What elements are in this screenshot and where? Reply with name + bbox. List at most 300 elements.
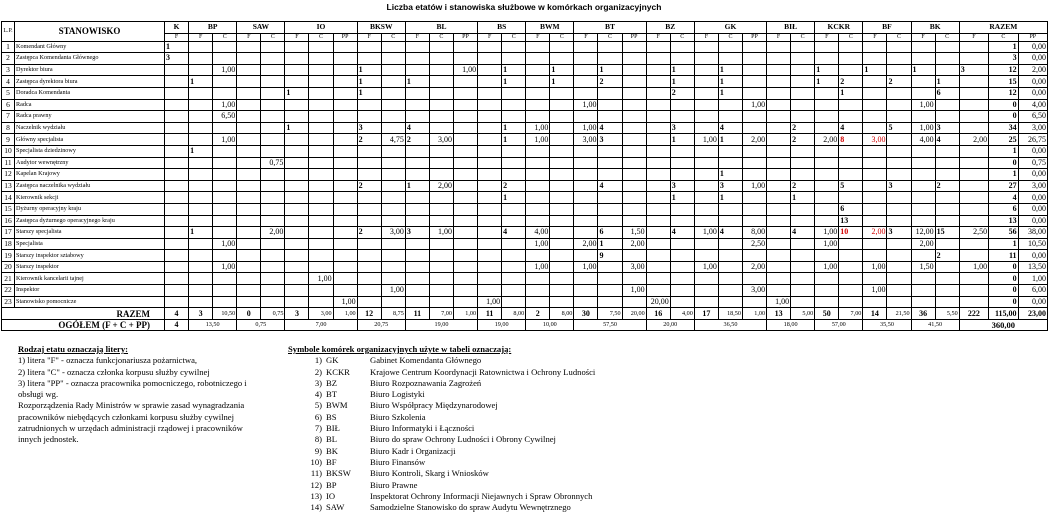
table-cell: 1,00 [911, 99, 935, 111]
table-cell: 0 [989, 296, 1018, 308]
table-cell [357, 296, 381, 308]
table-cell [598, 87, 622, 99]
table-cell: 2 [357, 227, 381, 239]
table-cell [189, 111, 213, 123]
table-cell [165, 76, 189, 88]
table-cell [502, 203, 526, 215]
row-position-name: Kapelan Krajowy [15, 169, 165, 181]
table-cell: 1 [670, 192, 694, 204]
table-cell [285, 169, 309, 181]
legend-item-description: Krajowe Centrum Koordynacji Ratownictwa i Ochrony Ludności [370, 366, 596, 377]
table-cell [718, 111, 742, 123]
legend-item-number: 5) [314, 400, 322, 411]
razem-cell: 30 [574, 308, 598, 320]
table-cell: 0,75 [261, 157, 285, 169]
table-cell [333, 122, 357, 134]
row-position-name: Kierownik sekcji [15, 192, 165, 204]
table-cell [405, 145, 429, 157]
table-cell: 13,50 [1018, 261, 1047, 273]
table-cell [694, 122, 718, 134]
table-cell [694, 111, 718, 123]
table-cell [213, 180, 237, 192]
table-cell [959, 285, 988, 297]
table-cell [550, 134, 574, 146]
table-cell [429, 99, 453, 111]
table-cell [213, 250, 237, 262]
table-cell [742, 122, 766, 134]
table-cell [189, 87, 213, 99]
table-cell [381, 53, 405, 65]
table-cell: 15 [989, 76, 1018, 88]
table-cell [598, 285, 622, 297]
table-cell: 0,00 [1018, 296, 1047, 308]
table-cell [646, 111, 670, 123]
sub-header: C [261, 33, 285, 41]
table-cell [911, 192, 935, 204]
table-cell [670, 215, 694, 227]
table-cell [405, 238, 429, 250]
razem-cell: 8,75 [381, 308, 405, 320]
table-cell [574, 180, 598, 192]
table-cell [767, 76, 791, 88]
table-cell: 4 [405, 122, 429, 134]
table-cell [285, 99, 309, 111]
table-cell: 1 [718, 169, 742, 181]
table-cell [526, 64, 550, 76]
table-cell: 4 [718, 227, 742, 239]
table-cell: 6 [598, 227, 622, 239]
table-cell [478, 227, 502, 239]
table-cell [309, 250, 333, 262]
table-cell [189, 99, 213, 111]
table-cell: 4,00 [526, 227, 550, 239]
table-cell [863, 250, 887, 262]
table-cell: 3 [670, 122, 694, 134]
lp-header: L.P. [2, 22, 15, 42]
table-cell: 8 [839, 134, 863, 146]
table-cell [453, 203, 477, 215]
table-cell [478, 53, 502, 65]
table-cell [911, 285, 935, 297]
table-cell [453, 157, 477, 169]
table-cell: 1,00 [863, 285, 887, 297]
razem-cell: 7,00 [429, 308, 453, 320]
table-cell [574, 87, 598, 99]
table-cell: 1 [935, 76, 959, 88]
table-cell [791, 99, 815, 111]
table-cell [478, 261, 502, 273]
table-cell [622, 87, 646, 99]
table-cell: 0,75 [1018, 157, 1047, 169]
table-cell [429, 169, 453, 181]
sub-header: F [694, 33, 718, 41]
legend-symbol-item [288, 434, 688, 445]
table-cell [261, 215, 285, 227]
row-position-name: Doradca Komendanta [15, 87, 165, 99]
table-cell [381, 261, 405, 273]
table-cell [646, 250, 670, 262]
table-cell [478, 111, 502, 123]
legend-etat-line: zatrudnionych w urzędach administracji rządowej i pracowników [18, 423, 243, 434]
table-cell [165, 296, 189, 308]
table-cell: 1 [670, 76, 694, 88]
table-cell [598, 145, 622, 157]
razem-cell: 222 [959, 308, 988, 320]
table-cell: 1 [863, 64, 887, 76]
legend-item-code: BS [326, 411, 337, 422]
table-cell [863, 41, 887, 53]
table-cell [285, 76, 309, 88]
table-cell [237, 122, 261, 134]
table-cell [815, 180, 839, 192]
table-row [2, 227, 1048, 239]
table-cell [622, 215, 646, 227]
table-cell [429, 53, 453, 65]
razem-cell: 11 [478, 308, 502, 320]
legend-item-code: IO [326, 490, 336, 501]
table-cell [333, 64, 357, 76]
legend-item-description: Biuro Informatyki i Łączności [370, 423, 475, 434]
legend-item-number: 8) [314, 434, 322, 445]
table-cell [237, 111, 261, 123]
table-cell [357, 203, 381, 215]
table-cell: 12 [989, 64, 1018, 76]
table-cell [189, 192, 213, 204]
table-cell [502, 41, 526, 53]
table-cell [646, 273, 670, 285]
table-cell [189, 134, 213, 146]
razem-row [2, 308, 1048, 320]
table-cell: 1 [165, 41, 189, 53]
table-cell [381, 157, 405, 169]
razem-cell: 3 [285, 308, 309, 320]
table-cell [429, 215, 453, 227]
table-cell [791, 87, 815, 99]
table-cell [550, 273, 574, 285]
table-cell: 1,00 [742, 99, 766, 111]
table-cell [815, 122, 839, 134]
table-cell [622, 134, 646, 146]
table-cell [839, 250, 863, 262]
table-cell [815, 296, 839, 308]
table-cell [526, 111, 550, 123]
table-cell [767, 285, 791, 297]
table-cell [598, 192, 622, 204]
sub-header: PP [1018, 33, 1047, 41]
table-cell: 4 [989, 192, 1018, 204]
ogolem-cell: 4 [165, 319, 189, 331]
table-cell [381, 76, 405, 88]
table-cell [526, 215, 550, 227]
legend-symbol-item [288, 502, 688, 513]
table-cell [453, 53, 477, 65]
table-cell [261, 76, 285, 88]
table-cell [526, 41, 550, 53]
razem-cell: 7,00 [839, 308, 863, 320]
table-cell [333, 145, 357, 157]
table-cell [863, 122, 887, 134]
table-cell [478, 273, 502, 285]
unit-header: BF [863, 22, 911, 34]
table-cell [453, 285, 477, 297]
table-cell: 6,00 [1018, 285, 1047, 297]
table-cell [309, 261, 333, 273]
table-cell [791, 285, 815, 297]
table-cell: 2 [791, 134, 815, 146]
table-cell [598, 215, 622, 227]
row-number: 9 [2, 134, 15, 146]
table-cell: 2 [791, 122, 815, 134]
table-cell: 2 [405, 134, 429, 146]
table-cell [357, 169, 381, 181]
table-cell [333, 227, 357, 239]
table-cell [429, 64, 453, 76]
legend-item-code: GK [326, 355, 339, 366]
table-cell: 6 [989, 203, 1018, 215]
table-cell: 3,00 [1018, 122, 1047, 134]
table-cell [189, 180, 213, 192]
sub-header: F [189, 33, 213, 41]
ogolem-label: OGÓŁEM (F + C + PP) [2, 319, 165, 331]
legend-item-number: 9) [314, 445, 322, 456]
table-cell [237, 250, 261, 262]
table-cell [959, 53, 988, 65]
legend-symbol-item [288, 446, 688, 457]
table-cell [646, 64, 670, 76]
table-cell [381, 215, 405, 227]
table-cell [333, 41, 357, 53]
table-cell [887, 87, 911, 99]
table-cell [357, 111, 381, 123]
sub-header: C [309, 33, 333, 41]
table-cell [767, 227, 791, 239]
table-cell: 2 [357, 180, 381, 192]
table-cell [646, 99, 670, 111]
table-cell [285, 227, 309, 239]
sub-header: F [357, 33, 381, 41]
table-cell [839, 41, 863, 53]
table-cell [526, 169, 550, 181]
razem-cell: 16 [646, 308, 670, 320]
table-cell [478, 134, 502, 146]
razem-cell: 1,00 [333, 308, 357, 320]
sub-header: F [911, 33, 935, 41]
table-cell [213, 145, 237, 157]
table-cell [261, 296, 285, 308]
table-cell [767, 99, 791, 111]
table-cell: 1 [989, 238, 1018, 250]
table-cell [165, 250, 189, 262]
table-cell: 1 [502, 134, 526, 146]
table-cell [405, 157, 429, 169]
legend-item-number: 3) [314, 377, 322, 388]
table-cell [261, 87, 285, 99]
table-cell [598, 169, 622, 181]
sub-header: C [718, 33, 742, 41]
table-cell [405, 87, 429, 99]
row-position-name: Starszy specjalista [15, 227, 165, 239]
table-cell [165, 215, 189, 227]
table-cell [911, 180, 935, 192]
table-cell [261, 122, 285, 134]
table-cell [911, 41, 935, 53]
table-cell: 1,00 [574, 261, 598, 273]
row-number: 23 [2, 296, 15, 308]
table-cell [718, 203, 742, 215]
table-cell [550, 250, 574, 262]
table-cell [357, 145, 381, 157]
legend-item-number: 12) [310, 479, 322, 490]
table-cell: 6 [935, 87, 959, 99]
table-cell [767, 273, 791, 285]
table-cell [670, 285, 694, 297]
table-row [2, 296, 1048, 308]
table-cell [694, 53, 718, 65]
table-cell [405, 64, 429, 76]
table-cell: 3,00 [863, 134, 887, 146]
table-cell [694, 99, 718, 111]
table-cell [285, 53, 309, 65]
row-position-name: Zastępca dyżurnego operacyjnego kraju [15, 215, 165, 227]
table-cell [237, 99, 261, 111]
table-cell: 4 [598, 180, 622, 192]
ogolem-cell: 18,00 [767, 319, 815, 331]
sub-header: C [502, 33, 526, 41]
table-cell [791, 296, 815, 308]
table-cell: 3 [405, 227, 429, 239]
unit-header: RAZEM [959, 22, 1047, 34]
unit-header: K [165, 22, 189, 34]
table-cell [911, 111, 935, 123]
legend-item-description: Biuro Kadr i Organizacji [370, 445, 456, 456]
table-cell [622, 111, 646, 123]
table-cell [694, 41, 718, 53]
unit-header: BIŁ [767, 22, 815, 34]
row-number: 10 [2, 145, 15, 157]
table-cell [598, 261, 622, 273]
legend-symbol-item [288, 389, 688, 400]
table-cell [935, 111, 959, 123]
sub-header: F [815, 33, 839, 41]
table-cell [574, 145, 598, 157]
table-cell [791, 64, 815, 76]
table-cell [285, 273, 309, 285]
table-cell: 0 [989, 261, 1018, 273]
table-cell [502, 157, 526, 169]
table-cell [694, 215, 718, 227]
table-cell [237, 238, 261, 250]
table-cell [189, 122, 213, 134]
table-cell: 2,00 [622, 238, 646, 250]
table-cell: 1,00 [694, 261, 718, 273]
table-cell [646, 215, 670, 227]
table-cell: 0,00 [1018, 203, 1047, 215]
table-cell [550, 261, 574, 273]
table-cell [622, 76, 646, 88]
table-cell: 3 [598, 134, 622, 146]
table-cell [959, 238, 988, 250]
row-position-name: Starszy inspektor [15, 261, 165, 273]
table-cell [839, 296, 863, 308]
table-cell [213, 203, 237, 215]
sub-header: C [429, 33, 453, 41]
table-cell [622, 99, 646, 111]
table-cell [453, 215, 477, 227]
legend-item-description: Biuro do spraw Ochrony Ludności i Obrony Cywilnej [370, 434, 556, 445]
table-cell [357, 261, 381, 273]
table-cell [381, 64, 405, 76]
table-cell [815, 87, 839, 99]
table-cell [189, 285, 213, 297]
table-cell: 12,00 [911, 227, 935, 239]
table-cell [261, 169, 285, 181]
table-cell: 1 [550, 76, 574, 88]
table-cell [959, 296, 988, 308]
table-cell: 9 [598, 250, 622, 262]
table-cell [309, 296, 333, 308]
table-cell [959, 192, 988, 204]
table-cell [887, 134, 911, 146]
table-cell [767, 169, 791, 181]
table-cell [478, 203, 502, 215]
table-cell [502, 250, 526, 262]
table-cell [261, 238, 285, 250]
table-cell [887, 169, 911, 181]
table-cell [742, 76, 766, 88]
razem-cell: 8,00 [550, 308, 574, 320]
table-cell [959, 122, 988, 134]
table-cell: 2,50 [742, 238, 766, 250]
table-cell: 2 [935, 250, 959, 262]
table-cell [767, 238, 791, 250]
table-cell [237, 41, 261, 53]
table-cell [767, 203, 791, 215]
table-cell [742, 250, 766, 262]
table-cell [598, 111, 622, 123]
ogolem-row [2, 319, 1048, 331]
sub-header: C [381, 33, 405, 41]
table-cell [935, 192, 959, 204]
table-cell [357, 238, 381, 250]
table-cell: 1,00 [863, 261, 887, 273]
table-cell [526, 273, 550, 285]
table-cell [791, 169, 815, 181]
table-cell [767, 180, 791, 192]
razem-label: RAZEM [2, 308, 165, 320]
table-cell [189, 64, 213, 76]
table-cell [526, 203, 550, 215]
legend-item-number: 7) [314, 423, 322, 434]
table-cell [237, 285, 261, 297]
row-number: 2 [2, 53, 15, 65]
razem-cell: 0 [237, 308, 261, 320]
table-cell: 1,00 [815, 227, 839, 239]
table-cell [863, 273, 887, 285]
table-cell [502, 111, 526, 123]
table-cell [453, 99, 477, 111]
table-cell [622, 64, 646, 76]
table-cell [478, 169, 502, 181]
table-cell [526, 192, 550, 204]
row-position-name: Zastępca naczelnika wydziału [15, 180, 165, 192]
table-cell: 1 [718, 87, 742, 99]
table-cell [453, 227, 477, 239]
table-cell [285, 238, 309, 250]
legend-item-number: 13) [310, 490, 322, 501]
table-cell [622, 273, 646, 285]
unit-header: BL [405, 22, 477, 34]
table-cell [309, 227, 333, 239]
